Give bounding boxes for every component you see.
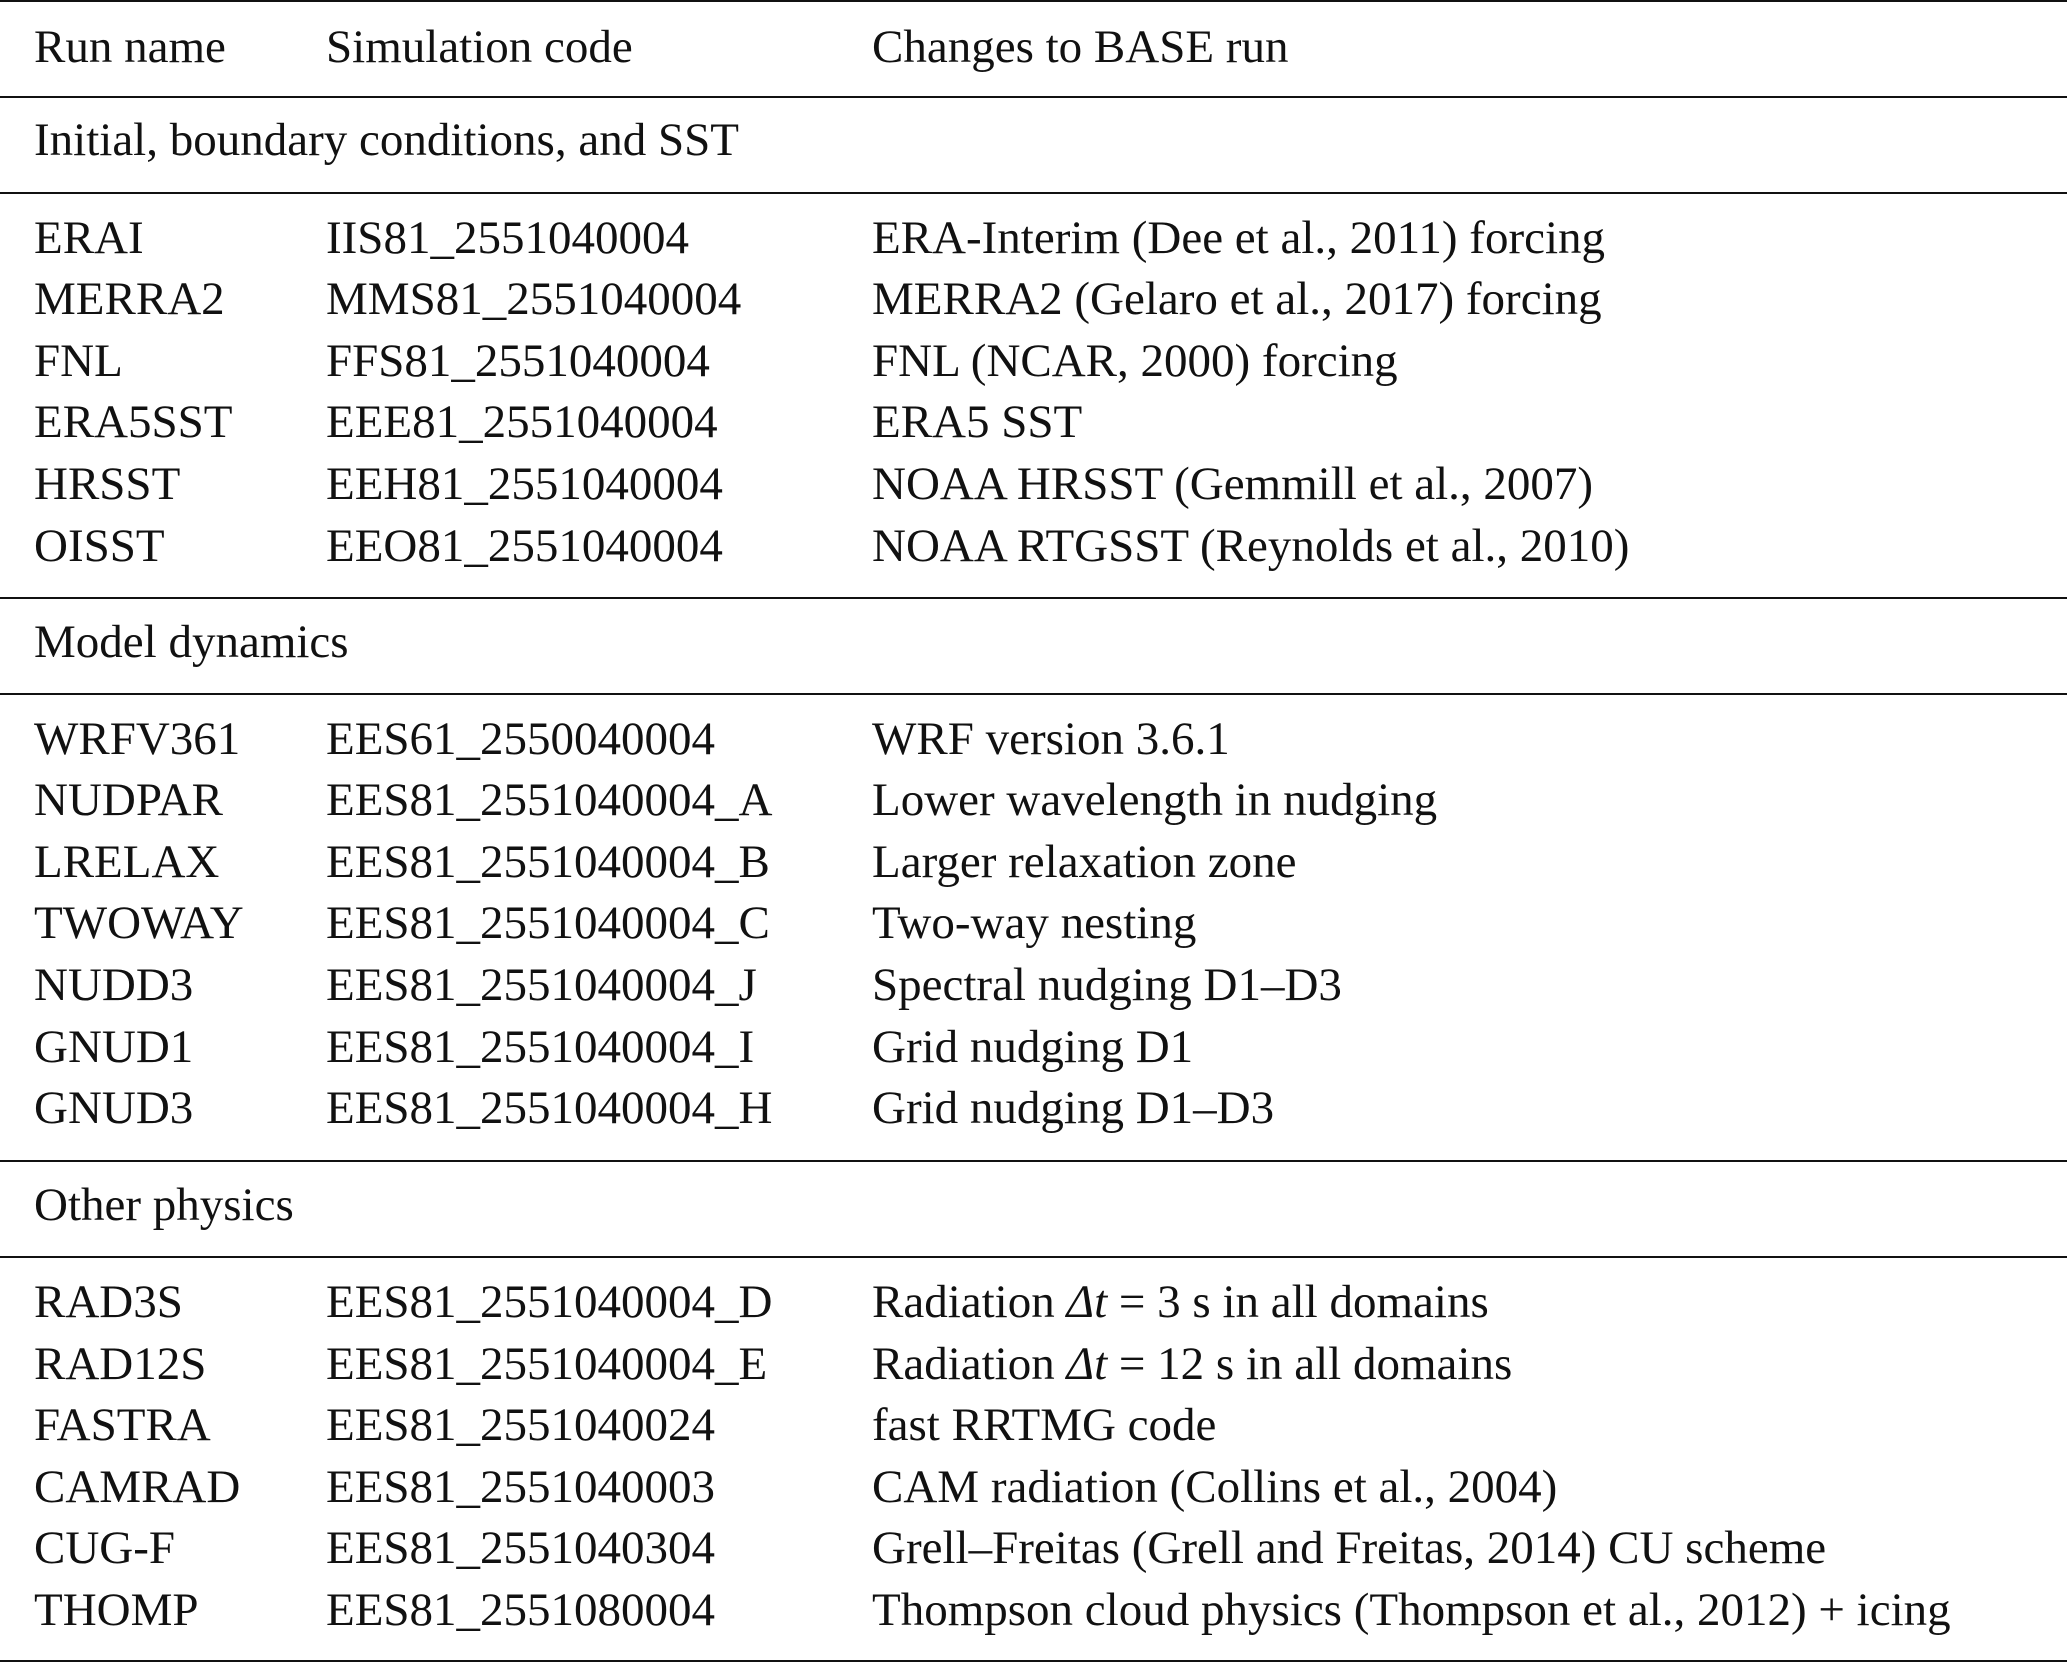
run-name: OISST <box>34 520 165 572</box>
header-rule <box>0 96 2067 98</box>
run-name: FASTRA <box>34 1399 211 1451</box>
run-name: CAMRAD <box>34 1461 241 1513</box>
run-name: GNUD3 <box>34 1082 194 1134</box>
section-title: Other physics <box>34 1179 294 1231</box>
change-description: CAM radiation (Collins et al., 2004) <box>872 1461 1558 1513</box>
run-name: GNUD1 <box>34 1021 194 1073</box>
run-name: ERAI <box>34 212 144 264</box>
change-description: WRF version 3.6.1 <box>872 713 1230 765</box>
change-description: NOAA RTGSST (Reynolds et al., 2010) <box>872 520 1630 572</box>
change-suffix: = 12 s in all domains <box>1107 1338 1513 1390</box>
change-suffix: = 3 s in all domains <box>1107 1276 1489 1328</box>
section-title: Initial, boundary conditions, and SST <box>34 114 739 166</box>
header-simulation-code: Simulation code <box>326 21 633 73</box>
simulation-code: EEO81_2551040004 <box>326 520 723 572</box>
simulation-code: FFS81_2551040004 <box>326 335 710 387</box>
section-title: Model dynamics <box>34 616 349 668</box>
run-name: THOMP <box>34 1584 199 1636</box>
section-rule <box>0 192 2067 194</box>
change-description: ERA5 SST <box>872 396 1083 448</box>
change-description <box>872 1271 1489 1333</box>
change-description <box>872 1333 1512 1395</box>
section-rule <box>0 1160 2067 1162</box>
change-description: Grid nudging D1 <box>872 1021 1194 1073</box>
simulation-code: EES81_2551040004_A <box>326 774 773 826</box>
change-description: Lower wavelength in nudging <box>872 774 1438 826</box>
section-rule <box>0 597 2067 599</box>
run-name: ERA5SST <box>34 396 233 448</box>
run-name: LRELAX <box>34 836 220 888</box>
simulation-code: EES81_2551040004_E <box>326 1338 768 1390</box>
run-name: CUG-F <box>34 1522 176 1574</box>
simulation-code: MMS81_2551040004 <box>326 273 742 325</box>
section-rule <box>0 693 2067 695</box>
run-name: TWOWAY <box>34 897 244 949</box>
change-description: Grid nudging D1–D3 <box>872 1082 1275 1134</box>
simulation-code: EES81_2551040024 <box>326 1399 716 1451</box>
simulation-code: EES81_2551040004_H <box>326 1082 773 1134</box>
simulation-code: EEE81_2551040004 <box>326 396 718 448</box>
run-name: HRSST <box>34 458 181 510</box>
header-changes: Changes to BASE run <box>872 21 1289 73</box>
run-name: WRFV361 <box>34 713 241 765</box>
change-description: ERA-Interim (Dee et al., 2011) forcing <box>872 212 1606 264</box>
simulation-code: EES81_2551040004_C <box>326 897 770 949</box>
header-run-name: Run name <box>34 21 226 73</box>
run-name: RAD3S <box>34 1276 183 1328</box>
run-name: NUDD3 <box>34 959 194 1011</box>
run-name: NUDPAR <box>34 774 223 826</box>
change-description: fast RRTMG code <box>872 1399 1217 1451</box>
bottom-rule <box>0 1660 2067 1662</box>
simulation-code: EES81_2551040004_J <box>326 959 757 1011</box>
change-description: Grell–Freitas (Grell and Freitas, 2014) CU scheme <box>872 1522 1827 1574</box>
change-prefix: Radiation <box>872 1338 1067 1390</box>
simulation-code: EES81_2551080004 <box>326 1584 716 1636</box>
change-description: NOAA HRSST (Gemmill et al., 2007) <box>872 458 1594 510</box>
simulation-code: EES81_2551040004_I <box>326 1021 755 1073</box>
simulation-code: EES81_2551040004_D <box>326 1276 773 1328</box>
change-description: Two-way nesting <box>872 897 1197 949</box>
run-name: MERRA2 <box>34 273 225 325</box>
top-rule <box>0 0 2067 2</box>
simulation-code: IIS81_2551040004 <box>326 212 689 264</box>
run-name: FNL <box>34 335 123 387</box>
simulation-code: EEH81_2551040004 <box>326 458 723 510</box>
simulation-code: EES61_2550040004 <box>326 713 716 765</box>
simulation-code: EES81_2551040004_B <box>326 836 770 888</box>
change-description: Thompson cloud physics (Thompson et al., 2012) + icing <box>872 1584 1951 1636</box>
simulation-code: EES81_2551040003 <box>326 1461 716 1513</box>
change-prefix: Radiation <box>872 1276 1067 1328</box>
simulation-code: EES81_2551040304 <box>326 1522 716 1574</box>
run-name: RAD12S <box>34 1338 207 1390</box>
section-rule <box>0 1256 2067 1258</box>
delta-t-symbol: Δt <box>1066 1276 1108 1328</box>
change-description: MERRA2 (Gelaro et al., 2017) forcing <box>872 273 1602 325</box>
change-description: Spectral nudging D1–D3 <box>872 959 1342 1011</box>
delta-t-symbol: Δt <box>1066 1338 1108 1390</box>
change-description: Larger relaxation zone <box>872 836 1297 888</box>
change-description: FNL (NCAR, 2000) forcing <box>872 335 1398 387</box>
